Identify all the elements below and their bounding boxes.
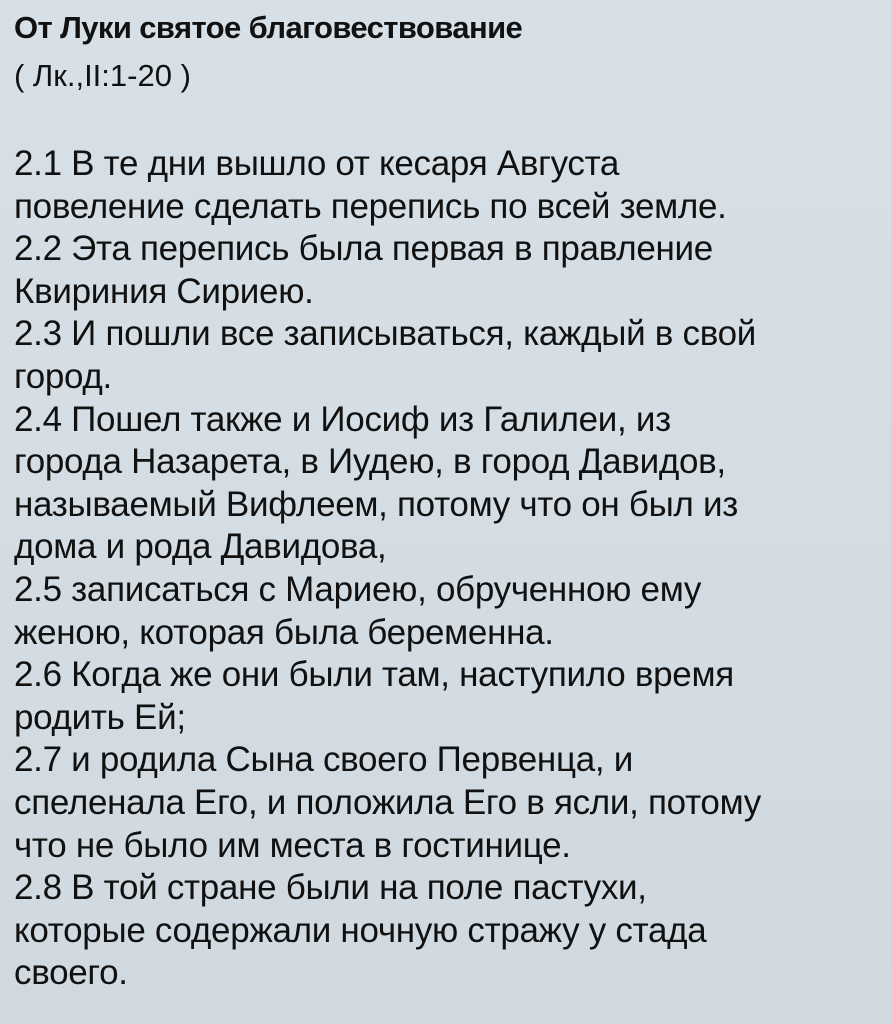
text-line: 2.8 В той стране были на поле пастухи, (14, 868, 647, 908)
text-line: 2.7 и родила Сына своего Первенца, и (14, 740, 633, 780)
text-line: 2.1 В те дни вышло от кесаря Августа (14, 144, 620, 183)
text-line: Квириния Сириею. (14, 271, 314, 311)
verse-text (14, 143, 884, 995)
text-line: 2.4 Пошел также и Иосиф из Галилеи, из (14, 399, 671, 439)
text-line: повеление сделать перепись по всей земле. (14, 186, 727, 226)
chapter-reference: ( Лк.,II:1-20 ) (14, 58, 191, 93)
text-line: женою, которая была беременна. (14, 612, 554, 652)
text-line: 2.5 записаться с Мариею, обрученною ему (14, 569, 702, 609)
text-line: называемый Вифлеем, потому что он был из (14, 484, 738, 524)
text-line: что не было им места в гостинице. (14, 825, 571, 865)
text-line: город. (14, 356, 112, 396)
text-line: города Назарета, в Иудею, в город Давидов, (14, 442, 726, 482)
text-line: 2.3 И пошли все записываться, каждый в свой (14, 314, 757, 354)
book-title: От Луки святое благовествование (14, 10, 523, 45)
text-line: родить Ей; (14, 697, 186, 737)
text-line: своего. (14, 953, 128, 993)
text-line: спеленала Его, и положила Его в ясли, потому (14, 782, 761, 822)
text-line: которые содержали ночную стражу у стада (14, 910, 707, 950)
text-line: 2.6 Когда же они были там, наступило время (14, 655, 734, 695)
text-line: 2.2 Эта перепись была первая в правление (14, 229, 713, 269)
text-line: дома и рода Давидова, (14, 527, 387, 567)
